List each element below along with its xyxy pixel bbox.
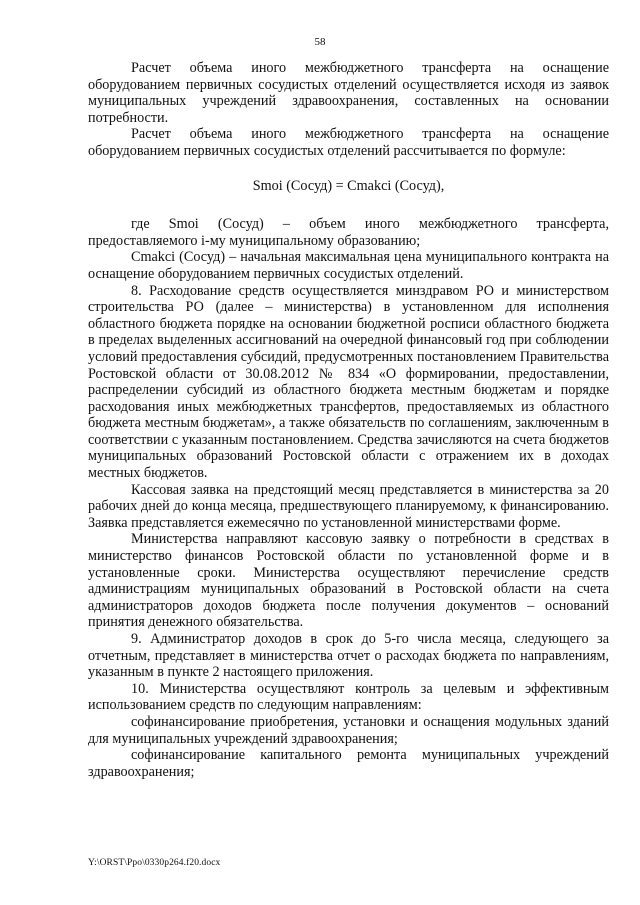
paragraph-item-8: 8. Расходование средств осуществляется минздравом РО и министерством строительства РО (далее – министерства) в установленном для исполнения областного бюджета порядке на основании бюджетной росписи областного бюджета в пределах выделенных ассигнований на очередной финансовый год при соблюдении условий предоставления субсидий, предусмотренных постановлением Правительства Ростовской области от 30.08.2012 № 834 «О формировании, предоставлении, распределении субсидий из областного бюджета местным бюджетам и порядке расходования иных межбюджетных трансфертов, предоставляемых из областного бюджета местным бюджетам», а также обязательств по соглашениям, заключенным в соответствии с указанным постановлением. Средства зачисляются на счета бюджетов муниципальных образований Ростовской области с отражением их в доходах местных бюджетов. (88, 282, 609, 482)
formula: Smoi (Сосуд) = Cmakci (Сосуд), (252, 177, 445, 194)
paragraph-transfer-basis: Расчет объема иного межбюджетного трансферта на оснащение оборудованием первичных сосудистых отделений осуществляется исходя из заявок муниципальных учреждений здравоохранения, составленных на основании потребности. (88, 60, 609, 126)
paragraph-cmakci-definition: Cmakci (Сосуд) – начальная максимальная цена муниципального контракта на оснащение оборудованием первичных сосудистых отделений. (88, 249, 609, 282)
paragraph-item-10: 10. Министерства осуществляют контроль за целевым и эффективным использованием средств по следующим направлениям: (88, 680, 609, 714)
page-number: 58 (314, 36, 326, 48)
paragraph-ministries-request: Министерства направляют кассовую заявку о потребности в средствах в министерство финансов Ростовской области по установленной форме и в установленные сроки. Министерства осуществляют перечисление средств администрациям муниципальных образований в Ростовской области на счета администраторов доходов бюджета после получения документов – оснований принятия денежного обязательства. (88, 531, 609, 631)
paragraph-capital-repair: софинансирование капитального ремонта муниципальных учреждений здравоохранения; (88, 747, 609, 780)
footer-file-path: Y:\ORST\Ppo\0330p264.f20.docx (88, 858, 221, 868)
document-body (88, 60, 609, 780)
paragraph-cash-request: Кассовая заявка на предстоящий месяц представляется в министерства за 20 рабочих дней до конца месяца, предшествующего планируемому, к финансированию. Заявка представляется ежемесячно по установленной министерствами форме. (88, 481, 609, 531)
paragraph-item-9: 9. Администратор доходов в срок до 5-го числа месяца, следующего за отчетным, представляет в министерства отчет о расходах бюджета по направлениям, указанным в пункте 2 настоящего приложения. (88, 631, 609, 681)
paragraph-smoi-definition: где Smoi (Сосуд) – объем иного межбюджетного трансферта, предоставляемого i-му муниципальному образованию; (88, 216, 609, 249)
paragraph-modular-buildings: софинансирование приобретения, установки и оснащения модульных зданий для муниципальных учреждений здравоохранения; (88, 713, 609, 747)
paragraph-formula-intro: Расчет объема иного межбюджетного трансферта на оснащение оборудованием первичных сосудистых отделений рассчитывается по формуле: (88, 126, 609, 159)
